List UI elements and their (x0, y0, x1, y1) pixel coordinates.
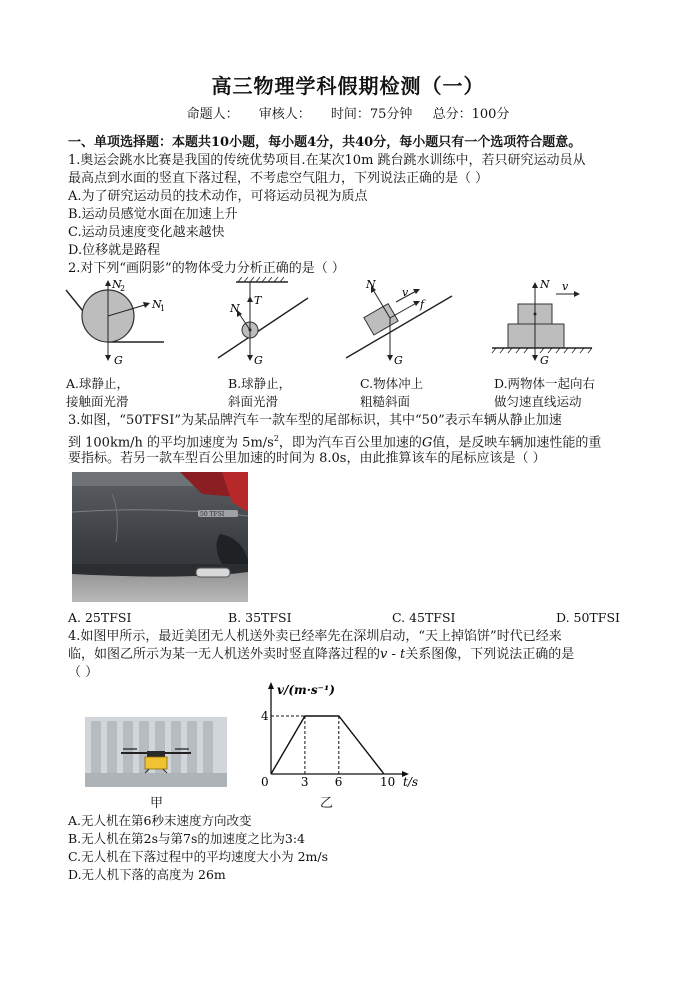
n1-label: N (152, 298, 162, 311)
exam-meta (0, 103, 696, 122)
v-label-d: v (562, 280, 569, 293)
q4-stem-line2: 临，如图乙所示为某一无人机送外卖时竖直降落过程的v - t关系图像，下列说法正确的是 (68, 647, 575, 662)
vt-series (261, 709, 395, 789)
n2-sub: 2 (120, 284, 126, 293)
q4-stem-line1: 4.如图甲所示，最近美团无人机送外卖已经率先在深圳启动，“天上掉馅饼”时代已经来 (68, 629, 562, 644)
time-label: 时间：75分钟 (330, 107, 413, 122)
q1-stem-line2: 最高点到水面的竖直下落过程，不考虑空气阻力，下列说法正确的是（ ） (68, 171, 489, 186)
delivery-box (145, 757, 167, 769)
fig-yi-label: 乙 (320, 796, 334, 811)
t-label: T (254, 294, 262, 307)
q3-option-c: C. 45TFSI (392, 610, 456, 625)
x-tick-label: 0 (261, 775, 269, 789)
exhaust-tip (196, 568, 230, 577)
y-axis-label: v/(m·s⁻¹) (277, 683, 335, 697)
q4-stem-line3: （ ） (68, 665, 99, 680)
n-label-d: N (540, 278, 550, 291)
vt-line (271, 716, 384, 774)
q1-option-a: A.为了研究运动员的技术动作，可将运动员视为质点 (68, 189, 368, 204)
q2-option-d: D.两物体一起向右 做匀速直线运动 (494, 376, 596, 409)
g-label-b: G (254, 354, 263, 367)
vt-graph (255, 680, 425, 790)
q1-option-b: B.运动员感觉水面在加速上升 (68, 207, 238, 222)
q1-option-d: D.位移就是路程 (68, 243, 161, 258)
q4-option-c: C.无人机在下落过程中的平均速度大小为 2m/s (68, 849, 328, 864)
x-tick-label: 10 (380, 775, 396, 789)
n-label-b: N (230, 302, 240, 315)
g-label-c: G (394, 354, 403, 367)
q2-figure-b (208, 276, 318, 368)
n2-label: N (112, 278, 122, 291)
q3-option-b: B. 35TFSI (228, 610, 292, 625)
q4-option-b: B.无人机在第2s与第7s的加速度之比为3:4 (68, 831, 306, 846)
y-tick-label: 4 (261, 709, 269, 723)
fig-jia-label: 甲 (150, 796, 164, 811)
car-rear-photo (72, 472, 248, 602)
x-tick-label: 3 (300, 775, 309, 789)
q1-option-c: C.运动员速度变化越来越快 (68, 225, 225, 240)
f-label: f (420, 298, 425, 311)
setter-label: 命题人： (186, 107, 239, 122)
q2-figure-d (488, 276, 598, 368)
g-label-d: G (540, 354, 549, 367)
x-tick-label: 6 (334, 775, 343, 789)
q2-figure-a (60, 276, 180, 368)
q4-option-d: D.无人机下落的高度为 26m (68, 867, 226, 882)
q2-stem: 2.对下列“画阴影”的物体受力分析正确的是（ ） (68, 261, 345, 276)
drone-photo (85, 717, 227, 787)
q2-option-b: B.球静止， 斜面光滑 (228, 376, 292, 409)
q3-option-a: A. 25TFSI (68, 610, 132, 625)
q3-stem-line1: 3.如图，“50TFSI”为某品牌汽车一款车型的尾部标识，其中“50”表示车辆从静止加速 (68, 413, 562, 428)
section-heading: 一、单项选择题：本题共10小题，每小题4分，共40分，每小题只有一个选项符合题意。 (68, 135, 582, 150)
tfsi-badge-text: 50 TFSI (200, 511, 225, 518)
q2-figure-c (340, 276, 460, 368)
score-label: 总分：100分 (432, 107, 510, 122)
q2-option-c: C.物体冲上 粗糙斜面 (360, 376, 424, 409)
q4-option-a: A.无人机在第6秒末速度方向改变 (68, 813, 252, 828)
n1-sub: 1 (160, 304, 166, 313)
q3-stem-line3: 要指标。若另一款车型百公里加速的时间为 8.0s，由此推算该车的尾标应该是（ ） (68, 451, 546, 466)
q3-stem-line2: 到 100km/h 的平均加速度为 $5m/s^2$，即为汽车百公里加速的G值，是反映车辆加速性能的重 (68, 434, 602, 451)
n-label-c: N (366, 278, 376, 291)
reviewer-label: 审核人： (258, 107, 311, 122)
q3-option-d: D. 50TFSI (556, 610, 620, 625)
v-label-c: v (402, 286, 409, 299)
g-label-a: G (114, 354, 123, 367)
x-axis-label: t/s (403, 775, 419, 789)
q2-option-a: A.球静止， 接触面光滑 (66, 376, 130, 409)
q1-stem-line1: 1.奥运会跳水比赛是我国的传统优势项目.在某次10m 跳台跳水训练中，若只研究运动员从 (68, 153, 586, 168)
page-title: 高三物理学科假期检测（一） (211, 74, 485, 98)
